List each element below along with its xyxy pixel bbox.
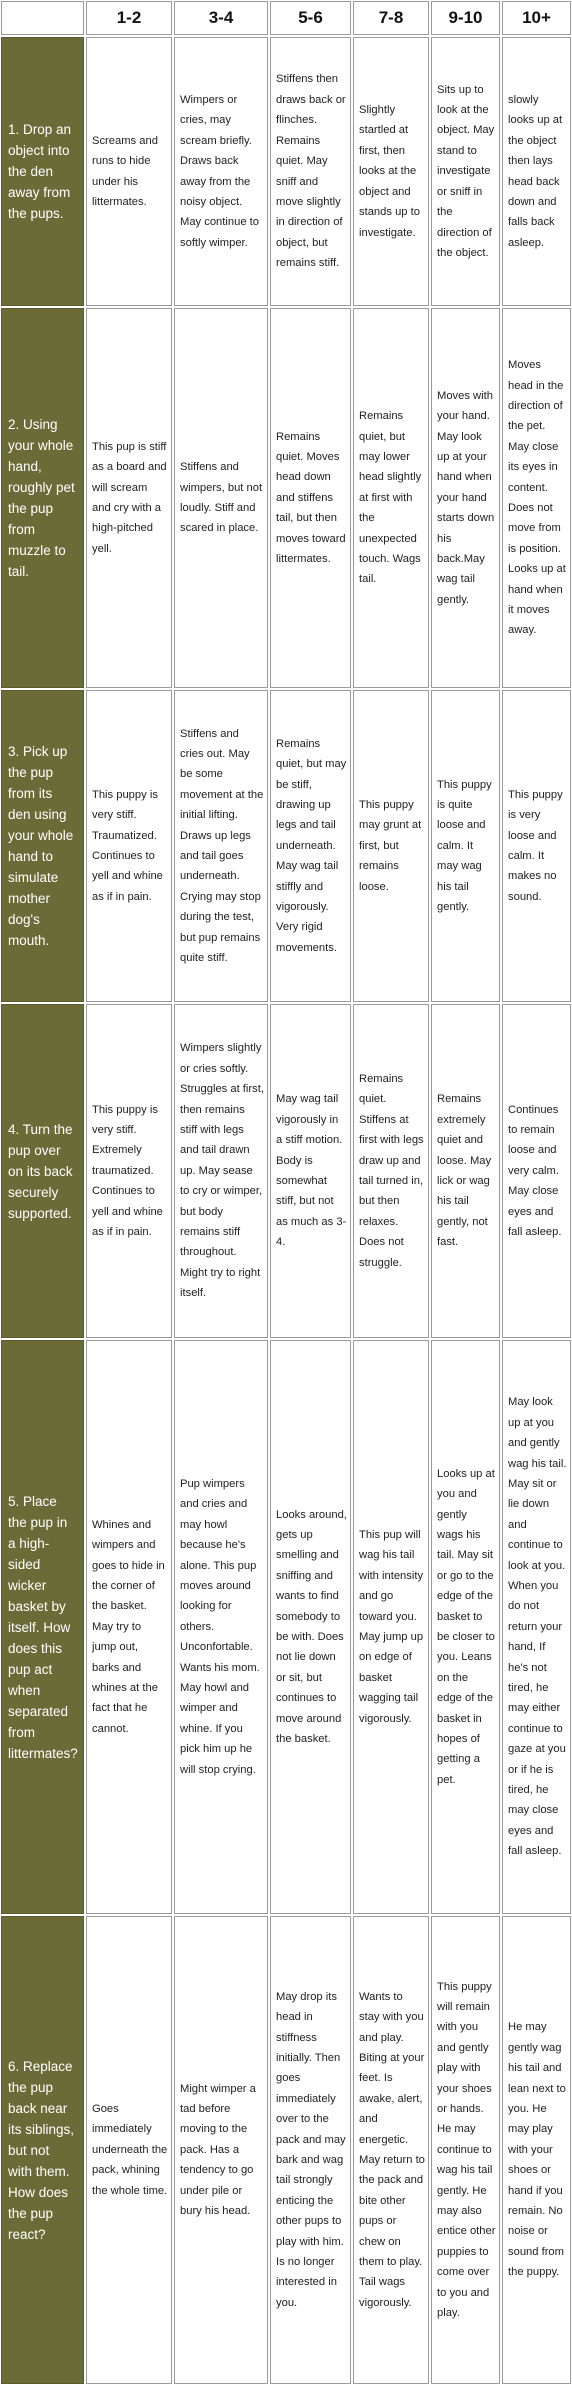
behavior-cell: Remains quiet, but may be stiff, drawing up legs and tail underneath. May wag tail stiffly and vigorously. Very rigid movements. <box>270 690 351 1002</box>
behavior-cell: Stiffens and cries out. May be some movement at the initial lifting. Draws up legs and tail goes underneath. Crying may stop during the test, but pup remains quite stiff. <box>174 690 268 1002</box>
behavior-cell: This puppy is very loose and calm. It makes no sound. <box>502 690 571 1002</box>
behavior-cell: He may gently wag his tail and lean next to you. He may play with your shoes or hand if you remain. No noise or sound from the puppy. <box>502 1916 571 2384</box>
task-cell-2: 2. Using your whole hand, roughly pet the pup from muzzle to tail. <box>1 308 84 688</box>
behavior-cell: Looks around, gets up smelling and sniffing and wants to find somebody to be with. Does not lie down or sit, but continues to move around the basket. <box>270 1340 351 1914</box>
behavior-cell: This pup is stiff as a board and will scream and cry with a high-pitched yell. <box>86 308 172 688</box>
behavior-cell: Stiffens and wimpers, but not loudly. Stiff and scared in place. <box>174 308 268 688</box>
behavior-cell: Remains extremely quiet and loose. May lick or wag his tail gently, not fast. <box>431 1004 500 1338</box>
behavior-cell: Wimpers or cries, may scream briefly. Draws back away from the noisy object. May continue to softly wimper. <box>174 37 268 306</box>
header-age-7-8: 7-8 <box>353 1 429 35</box>
behavior-cell: May wag tail vigorously in a stiff motion. Body is somewhat stiff, but not as much as 3-4. <box>270 1004 351 1338</box>
behavior-cell: Pup wimpers and cries and may howl because he's alone. This pup moves around looking for others. Unconfortable. Wants his mom. May howl and wimper and whine. If you pick him up he will stop crying. <box>174 1340 268 1914</box>
task-cell-1: 1. Drop an object into the den away from the pups. <box>1 37 84 306</box>
behavior-cell: Remains quiet, but may lower head slightly at first with the unexpected touch. Wags tail. <box>353 308 429 688</box>
behavior-cell: Wimpers slightly or cries softly. Struggles at first, then remains stiff with legs and tail drawn up. May sease to cry or wimper, but body remains stiff throughout. Might try to right itself. <box>174 1004 268 1338</box>
behavior-cell: This puppy may grunt at first, but remains loose. <box>353 690 429 1002</box>
behavior-cell: This puppy is very stiff. Extremely traumatized. Continues to yell and whine as if in pain. <box>86 1004 172 1338</box>
behavior-cell: May look up at you and gently wag his tail. May sit or lie down and continue to look at you. When you do not return your hand, If he's not tired, he may either continue to gaze at you or if he is tired, he may close eyes and fall asleep. <box>502 1340 571 1914</box>
task-cell-6: 6. Replace the pup back near its siblings, but not with them. How does the pup react? <box>1 1916 84 2384</box>
header-age-1-2: 1-2 <box>86 1 172 35</box>
behavior-cell: Screams and runs to hide under his littermates. <box>86 37 172 306</box>
header-age-5-6: 5-6 <box>270 1 351 35</box>
behavior-cell: Might wimper a tad before moving to the pack. Has a tendency to go under pile or bury his head. <box>174 1916 268 2384</box>
task-cell-3: 3. Pick up the pup from its den using your whole hand to simulate mother dog's mouth. <box>1 690 84 1002</box>
behavior-cell: Sits up to look at the object. May stand to investigate or sniff in the direction of the object. <box>431 37 500 306</box>
behavior-cell: Looks up at you and gently wags his tail. May sit or go to the edge of the basket to be closer to you. Leans on the edge of the basket in hopes of getting a pet. <box>431 1340 500 1914</box>
behavior-cell: Goes immediately underneath the pack, whining the whole time. <box>86 1916 172 2384</box>
behavior-cell: This puppy is quite loose and calm. It may wag his tail gently. <box>431 690 500 1002</box>
behavior-cell: Stiffens then draws back or flinches. Remains quiet. May sniff and move slightly in direction of object, but remains stiff. <box>270 37 351 306</box>
header-age-9-10: 9-10 <box>431 1 500 35</box>
behavior-cell: This puppy is very stiff. Traumatized. Continues to yell and whine as if in pain. <box>86 690 172 1002</box>
header-corner-cell <box>1 1 84 35</box>
behavior-cell: Moves head in the direction of the pet. May close its eyes in content. Does not move from is position. Looks up at hand when it moves away. <box>502 308 571 688</box>
behavior-cell: Remains quiet. Moves head down and stiffens tail, but then moves toward littermates. <box>270 308 351 688</box>
behavior-cell: Whines and wimpers and goes to hide in the corner of the basket. May try to jump out, barks and whines at the fact that he cannot. <box>86 1340 172 1914</box>
behavior-cell: slowly looks up at the object then lays head back down and falls back asleep. <box>502 37 571 306</box>
header-age-10-plus: 10+ <box>502 1 571 35</box>
task-cell-5: 5. Place the pup in a high-sided wicker basket by itself. How does this pup act when separated from littermates? <box>1 1340 84 1914</box>
task-cell-4: 4. Turn the pup over on its back securely supported. <box>1 1004 84 1338</box>
behavior-cell: This pup will wag his tail with intensity and go toward you. May jump up on edge of basket wagging tail vigorously. <box>353 1340 429 1914</box>
behavior-cell: Slightly startled at first, then looks at the object and stands up to investigate. <box>353 37 429 306</box>
behavior-cell: Remains quiet. Stiffens at first with legs draw up and tail turned in, but then relaxes. Does not struggle. <box>353 1004 429 1338</box>
behavior-cell: Wants to stay with you and play. Biting at your feet. Is awake, alert, and energetic. May return to the pack and bite other pups or chew on them to play. Tail wags vigorously. <box>353 1916 429 2384</box>
behavior-cell: Continues to remain loose and very calm. May close eyes and fall asleep. <box>502 1004 571 1338</box>
behavior-cell: This puppy will remain with you and gently play with your shoes or hands. He may continue to wag his tail gently. He may also entice other puppies to come over to you and play. <box>431 1916 500 2384</box>
behavior-cell: May drop its head in stiffness initially. Then goes immediately over to the pack and may bark and wag tail strongly enticing the other pups to play with him. Is no longer interested in you. <box>270 1916 351 2384</box>
behavior-cell: Moves with your hand. May look up at your hand when your hand starts down his back.May wag tail gently. <box>431 308 500 688</box>
header-age-3-4: 3-4 <box>174 1 268 35</box>
